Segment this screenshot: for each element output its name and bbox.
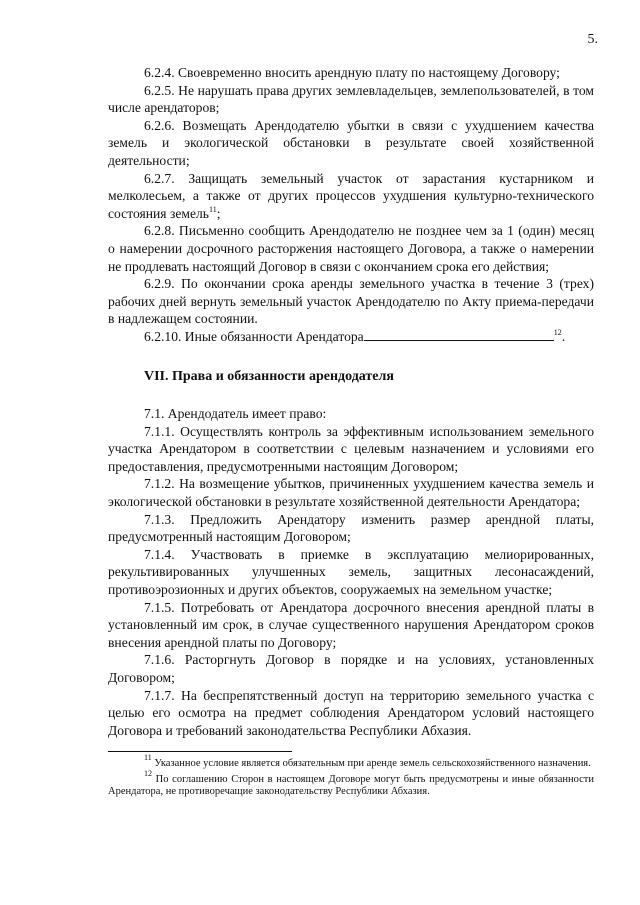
footnote-ref-11[interactable]: 11 — [208, 204, 217, 214]
footnote-number: 12 — [144, 768, 152, 778]
clause-7-1-4: 7.1.4. Участвовать в приемке в эксплуатацию мелиорированных, рекультивированных улучшенных земель, защитных лесонасаждений, противоэрозионных и других объектов, сооружаемых на земельном участке; — [108, 546, 594, 598]
clause-6-2-9: 6.2.9. По окончании срока аренды земельного участка в течение 3 (трех) рабочих дней вернуть земельный участок Арендодателю по Акту приема-передачи в надлежащем состоянии. — [108, 276, 594, 327]
clause-7-1-6: 7.1.6. Расторгнуть Договор в порядке и на условиях, установленных Договором; — [108, 652, 594, 685]
clause-6-2-5: 6.2.5. Не нарушать права других землевладельцев, землепользователей, в том числе арендаторов; — [108, 82, 594, 116]
footnote-text: Указанное условие является обязательным при аренде земель сельскохозяйственного назначения. — [154, 758, 591, 770]
footnote-11 — [108, 753, 594, 771]
clause-7-1-7: 7.1.7. На беспрепятственный доступ на территорию земельного участка с целью его осмотра на предмет соблюдения Арендатором условий настоящего Договора и требований законодательства Республики Абхазия. — [108, 687, 594, 738]
clause-6-2-10 — [108, 328, 594, 346]
footnote-number: 11 — [144, 753, 152, 763]
clause-7-1-2: 7.1.2. На возмещение убытков, причиненных ухудшением качества земель и экологической обстановки в результате хозяйственной деятельности Арендатора; — [108, 476, 594, 510]
clause-6-2-7-text: 6.2.7. Защищать земельный участок от зарастания кустарником и мелколесьем, а также от других процессов ухудшения культурно-технического состояния земель — [108, 170, 594, 221]
clause-7-1: 7.1. Арендодатель имеет право: — [144, 406, 327, 422]
clause-7-1-1: 7.1.1. Осуществлять контроль за эффективным использованием земельного участка Арендатором в соответствии с целевым назначением и условиями его предоставления, предусмотренными настоящим Договором; — [108, 423, 594, 474]
clause-6-2-4: 6.2.4. Своевременно вносить арендную плату по настоящему Договору; — [144, 65, 560, 80]
section-heading: VII. Права и обязанности арендодателя — [144, 368, 394, 384]
footnote-text: По соглашению Сторон в настоящем Договоре могут быть предусмотрены и иные обязанности Арендатора, не противоречащие законодательству Республики Абхазия. — [108, 773, 594, 798]
clause-6-2-8: 6.2.8. Письменно сообщить Арендодателю не позднее чем за 1 (один) месяц о намерении досрочного расторжения настоящего Договора, а также о намерении не продлевать настоящий Договор в связи с окончанием срока его действия; — [108, 223, 594, 274]
clause-6-2-10-text: 6.2.10. Иные обязанности Арендатора — [144, 328, 364, 344]
page-number: 5. — [587, 32, 598, 47]
clause-6-2-7-tail: ; — [216, 205, 221, 221]
footnotes — [108, 753, 594, 799]
clause-6-2-6: 6.2.6. Возмещать Арендодателю убытки в связи с ухудшением качества земель и экологической обстановки в результате своей хозяйственной деятельности; — [108, 117, 594, 168]
clause-6-2-10-tail: . — [561, 328, 566, 344]
footnote-ref-12[interactable]: 12 — [553, 327, 562, 337]
footnote-separator — [108, 751, 292, 752]
clause-7-1-3: 7.1.3. Предложить Арендатору изменить размер арендной платы, предусмотренный настоящим Договором; — [108, 511, 594, 545]
clause-6-2-7 — [108, 170, 594, 223]
footnote-12 — [108, 768, 594, 799]
document-body — [108, 64, 594, 802]
clause-7-1-5: 7.1.5. Потребовать от Арендатора досрочного внесения арендной платы в установленный им срок, в случае существенного нарушения Арендатором сроков внесения арендной платы по Договору; — [108, 599, 594, 650]
fill-in-blank-line[interactable] — [364, 328, 554, 341]
